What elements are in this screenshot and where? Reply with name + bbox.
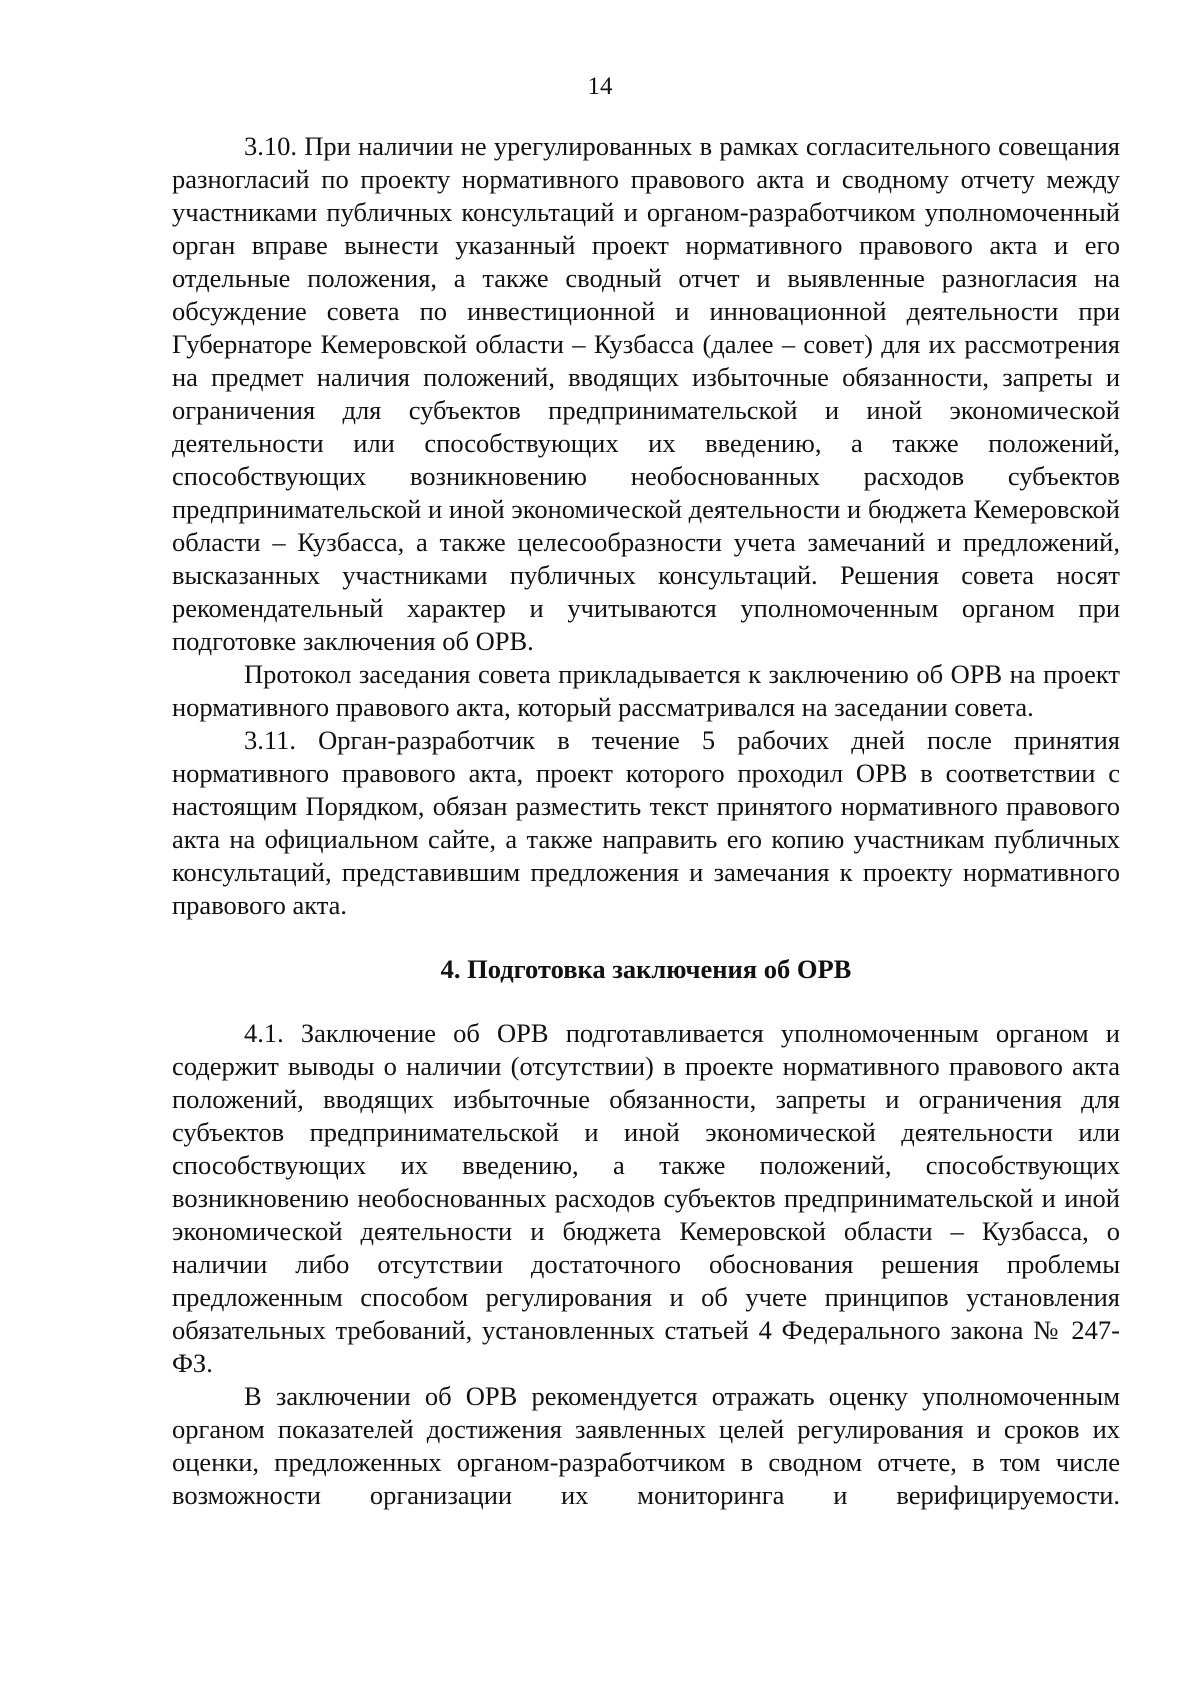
paragraph-3-11: 3.11. Орган-разработчик в течение 5 рабочих дней после принятия нормативного правового акта, проект которого проходил ОРВ в соответствии с настоящим Порядком, обязан разместить текст принятого нормативного правового акта на официальном сайте, а также направить его копию участникам публичных консультаций, представившим предложения и замечания к проекту нормативного правового акта.: [172, 725, 1120, 920]
document-body: [172, 130, 1120, 1512]
paragraph-conclusion-assessment: В заключении об ОРВ рекомендуется отражать оценку уполномоченным органом показателей достижения заявленных целей регулирования и сроков их оценки, предложенных органом-разработчиком в сводном отчете, в том числе возможности организации их мониторинга и верифицируемости.: [172, 1381, 1120, 1510]
paragraph-protocol: Протокол заседания совета прикладывается к заключению об ОРВ на проект нормативного правового акта, который рассматривался на заседании совета.: [172, 659, 1120, 722]
page-number: 14: [587, 73, 613, 100]
section-heading: 4. Подготовка заключения об ОРВ: [440, 954, 852, 984]
paragraph-3-10: 3.10. При наличии не урегулированных в рамках согласительного совещания разногласий по проекту нормативного правового акта и сводному отчету между участниками публичных консультаций и органом-разработчиком уполномоченный орган вправе вынести указанный проект нормативного правового акта и его отдельные положения, а также сводный отчет и выявленные разногласия на обсуждение совета по инвестиционной и инновационной деятельности при Губернаторе Кемеровской области – Кузбасса (далее – совет) для их рассмотрения на предмет наличия положений, вводящих избыточные обязанности, запреты и ограничения для субъектов предпринимательской и иной экономической деятельности или способствующих их введению, а также положений, способствующих возникновению необоснованных расходов субъектов предпринимательской и иной экономической деятельности и бюджета Кемеровской области – Кузбасса, а также целесообразности учета замечаний и предложений, высказанных участниками публичных консультаций. Решения совета носят рекомендательный характер и учитываются уполномоченным органом при подготовке заключения об ОРВ.: [172, 131, 1120, 656]
paragraph-4-1: 4.1. Заключение об ОРВ подготавливается уполномоченным органом и содержит выводы о наличии (отсутствии) в проекте нормативного правового акта положений, вводящих избыточные обязанности, запреты и ограничения для субъектов предпринимательской и иной экономической деятельности или способствующих их введению, а также положений, способствующих возникновению необоснованных расходов субъектов предпринимательской и иной экономической деятельности и бюджета Кемеровской области – Кузбасса, о наличии либо отсутствии достаточного обоснования решения проблемы предложенным способом регулирования и об учете принципов установления обязательных требований, установленных статьей 4 Федерального закона № 247-ФЗ.: [172, 1018, 1120, 1378]
